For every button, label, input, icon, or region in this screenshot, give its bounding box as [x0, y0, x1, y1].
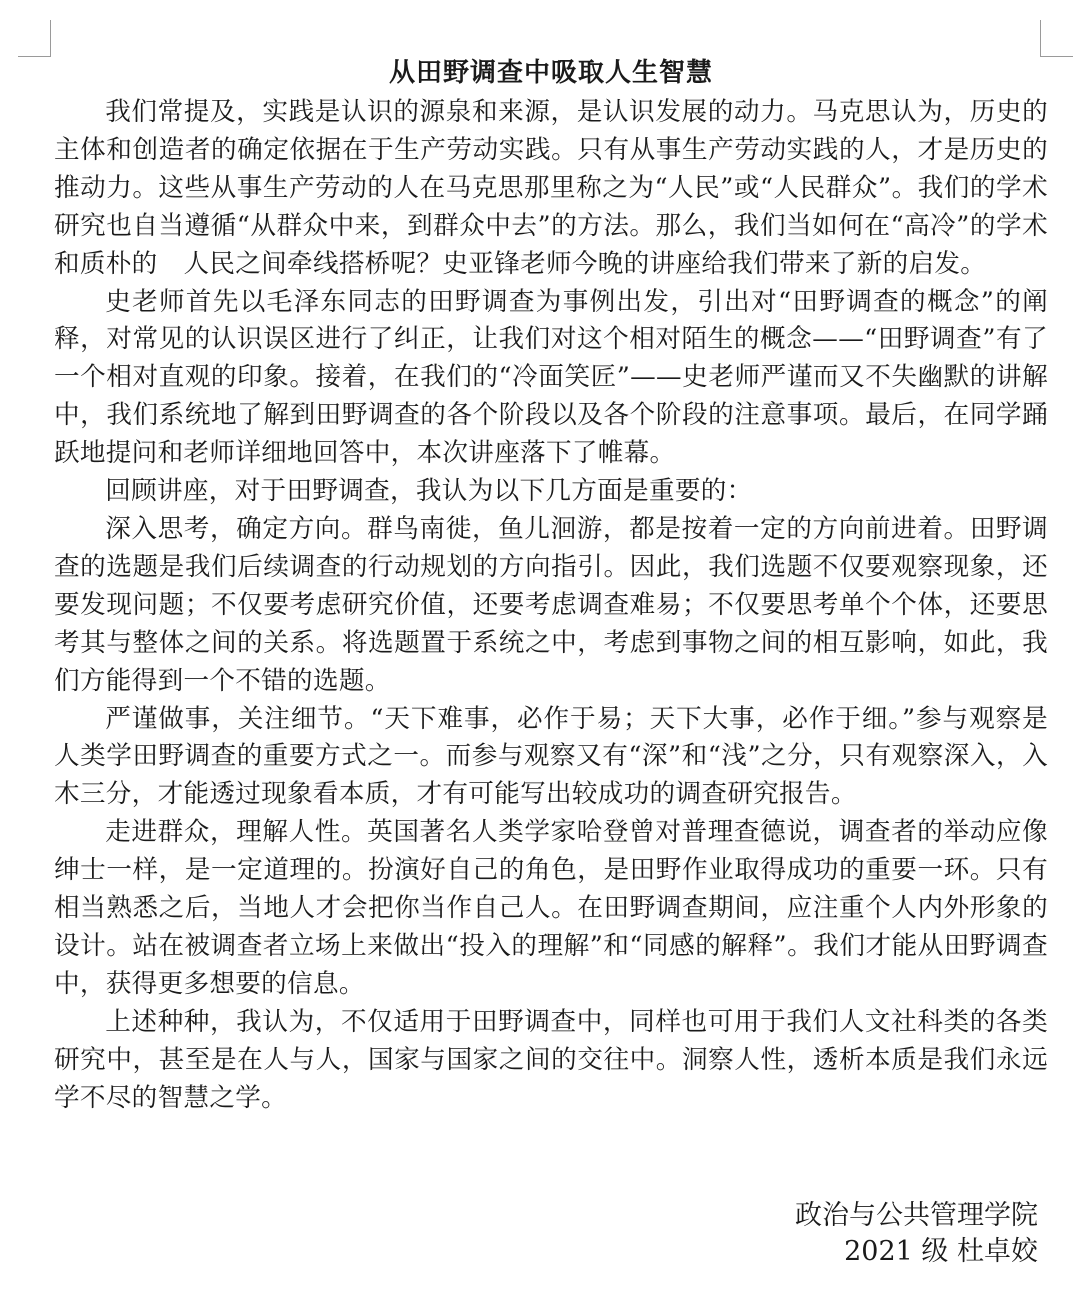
paragraph-intro: 我们常提及，实践是认识的源泉和来源，是认识发展的动力。马克思认为，历史的主体和创造者的确定依据在于生产劳动实践。只有从事生产劳动实践的人，才是历史的推动力。这些从事生产劳动的人在马克思那里称之为“人民”或“人民群众”。我们的学术研究也自当遵循“从群众中来，到群众中去”的方法。那么，我们当如何在“高冷”的学术和质朴的 人民之间牵线搭桥呢？史亚锋老师今晚的讲座给我们带来了新的启发。	[54, 97, 1048, 279]
signature-block	[795, 1198, 1038, 1270]
paragraph-point-direction: 深入思考，确定方向。群鸟南徙，鱼儿洄游，都是按着一定的方向前进着。田野调查的选题是我们后续调查的行动规划的方向指引。因此，我们选题不仅要观察现象，还要发现问题；不仅要考虑研究价值，还要考虑调查难易；不仅要思考单个个体，还要思考其与整体之间的关系。将选题置于系统之中，考虑到事物之间的相互影响，如此，我们方能得到一个不错的选题。	[54, 513, 1048, 696]
document-body	[54, 52, 1048, 1117]
signature-school: 政治与公共管理学院	[795, 1200, 1038, 1231]
paragraph-point-detail: 严谨做事，关注细节。“天下难事，必作于易；天下大事，必作于细。”参与观察是人类学田野调查的重要方式之一。而参与观察又有“深”和“浅”之分，只有观察深入，入木三分，才能透过现象看本质，才有可能写出较成功的调查研究报告。	[54, 703, 1048, 810]
paragraph-conclusion: 上述种种，我认为，不仅适用于田野调查中，同样也可用于我们人文社科类的各类研究中，甚至是在人与人，国家与国家之间的交往中。洞察人性，透析本质是我们永远学不尽的智慧之学。	[54, 1006, 1048, 1113]
paragraph-review-lead: 回顾讲座，对于田野调查，我认为以下几方面是重要的：	[105, 476, 753, 507]
crop-mark-top-left	[18, 20, 51, 57]
signature-author: 2021 级 杜卓姣	[844, 1236, 1038, 1267]
paragraph-lecture-summary: 史老师首先以毛泽东同志的田野调查为事例出发，引出对“田野调查的概念”的阐释，对常见的认识误区进行了纠正，让我们对这个相对陌生的概念——“田野调查”有了一个相对直观的印象。接着，在我们的“冷面笑匠”——史老师严谨而又不失幽默的讲解中，我们系统地了解到田野调查的各个阶段以及各个阶段的注意事项。最后，在同学踊跃地提问和老师详细地回答中，本次讲座落下了帷幕。	[54, 286, 1048, 469]
document-title: 从田野调查中吸取人生智慧	[388, 58, 713, 88]
paragraph-point-people: 走进群众，理解人性。英国著名人类学家哈登曾对普理查德说，调查者的举动应像绅士一样，是一定道理的。扮演好自己的角色，是田野作业取得成功的重要一环。只有相当熟悉之后，当地人才会把你当作自己人。在田野调查期间，应注重个人内外形象的设计。站在被调查者立场上来做出“投入的理解”和“同感的解释”。我们才能从田野调查中，获得更多想要的信息。	[54, 817, 1048, 999]
